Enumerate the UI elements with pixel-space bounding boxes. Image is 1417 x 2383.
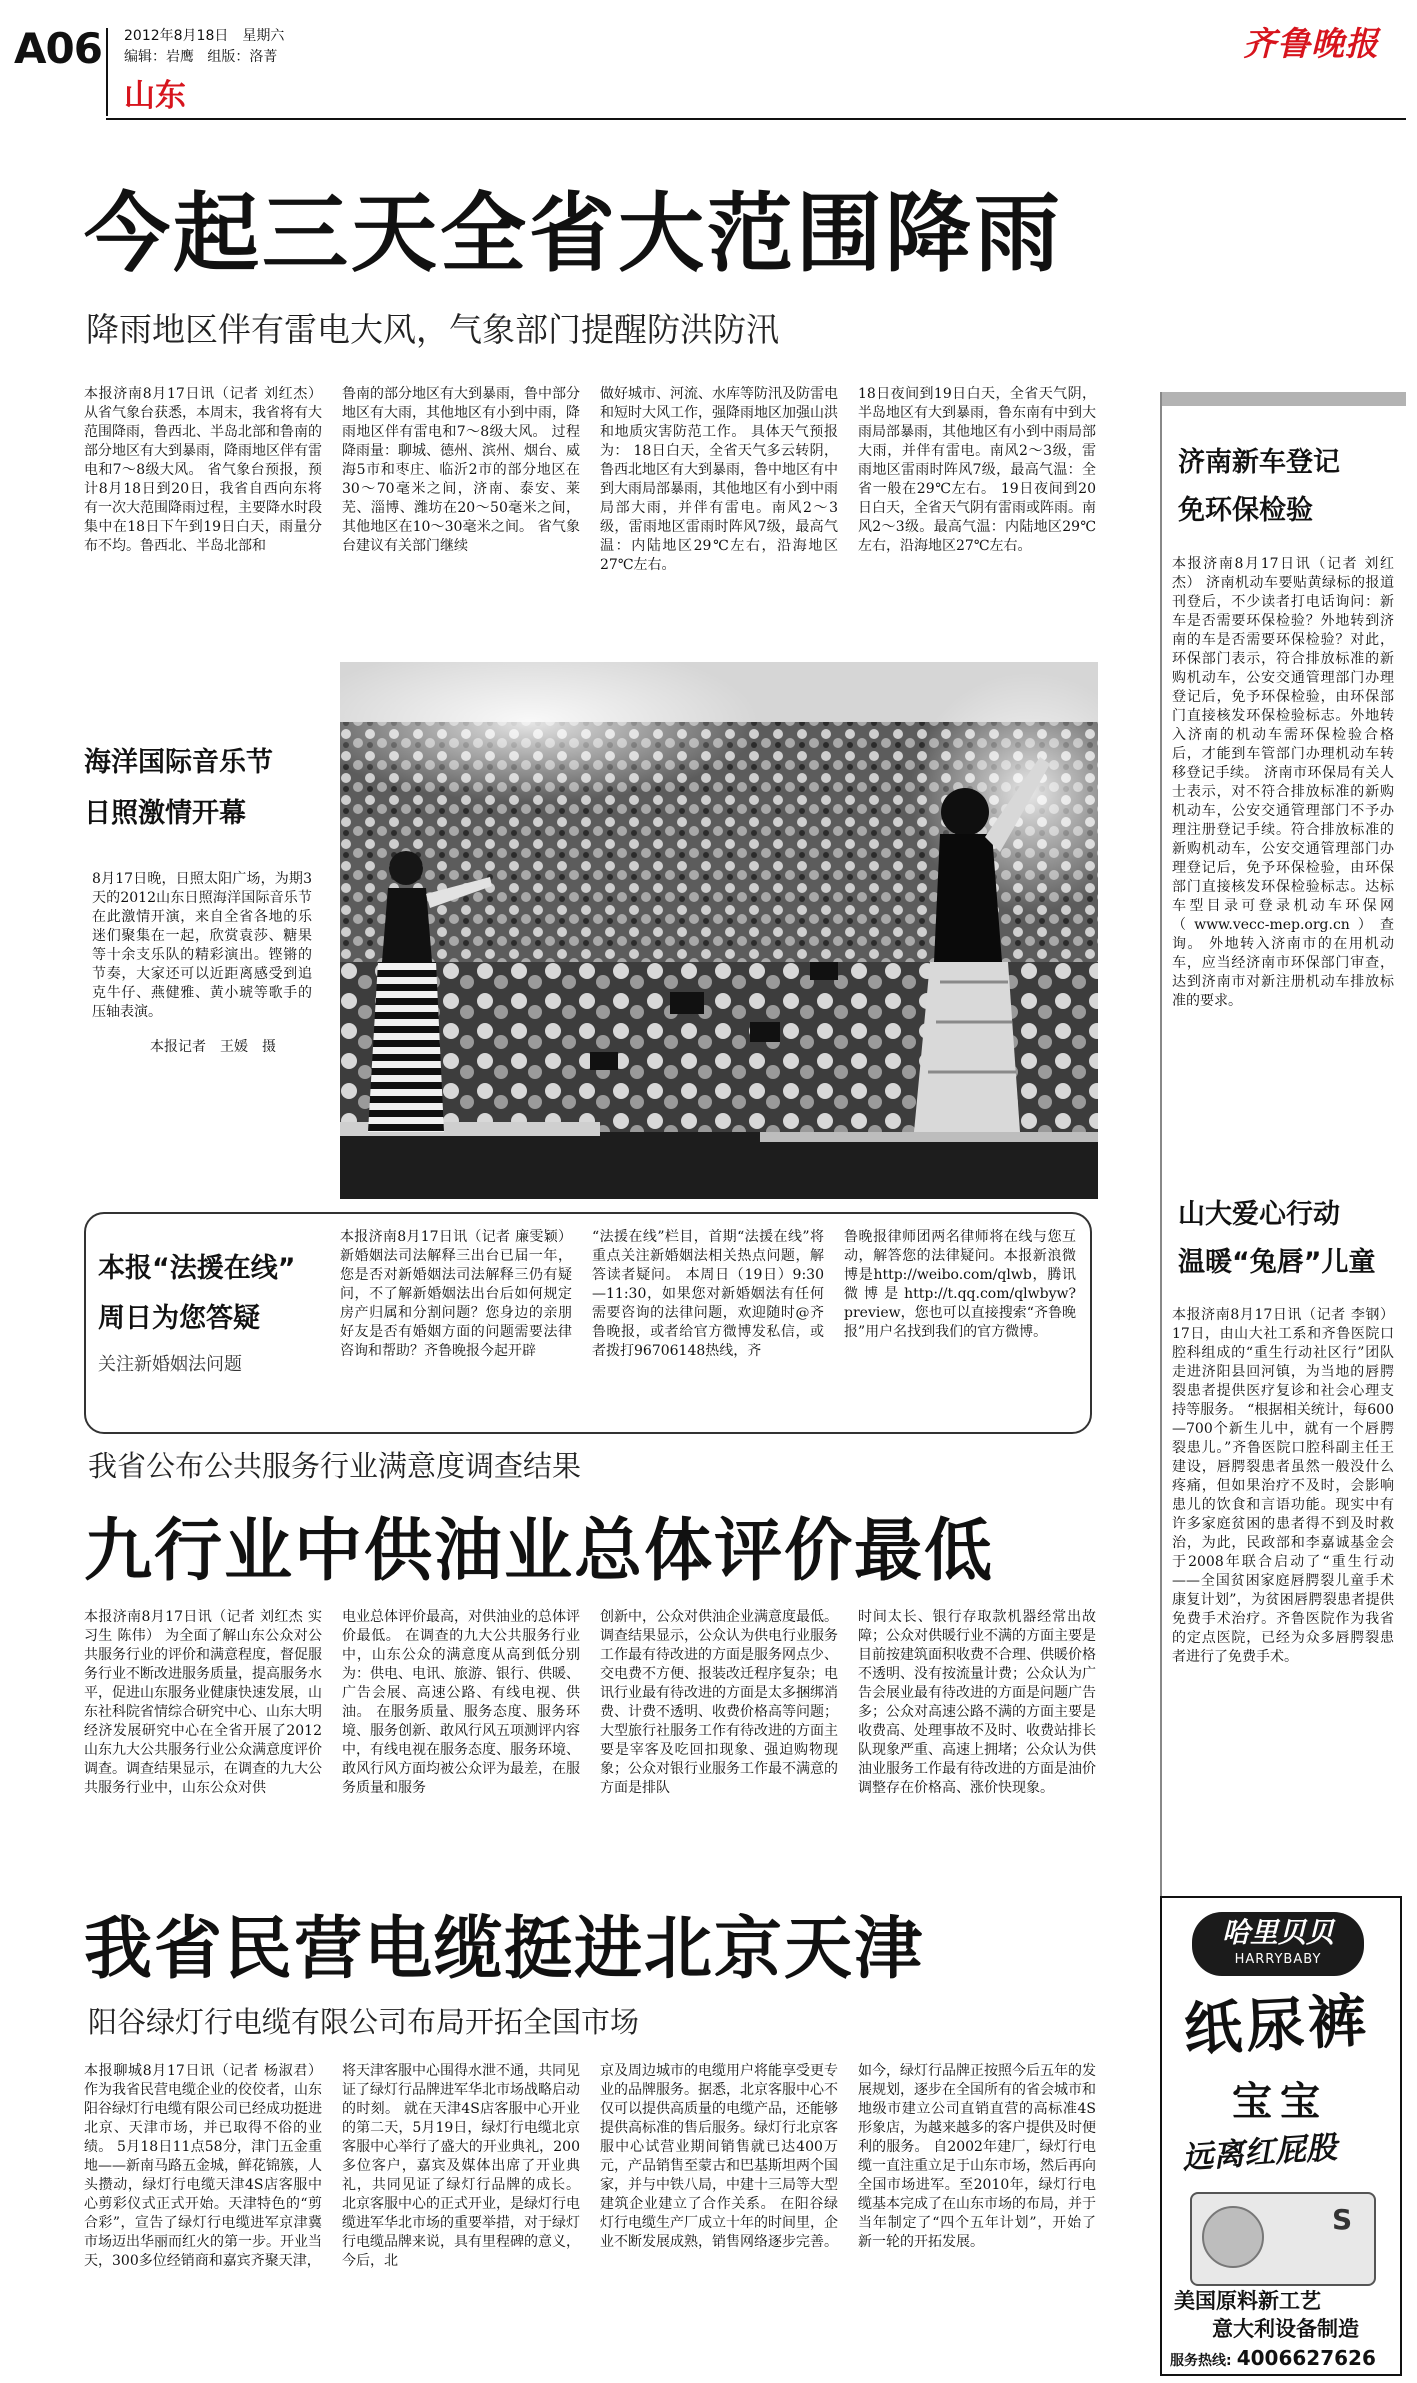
rain-col-4: 18日夜间到19日白天，全省天气阴，半岛地区有大到暴雨，鲁东南有中到大雨局部暴雨，其他地区有小到中雨局部大雨，并伴有雷电。南风2～3级，雷雨地区雷雨时阵风7级，最高气温：全省一般在29℃左右。 19日夜间到20日白天，全省天气阴有雷雨或阵雨。南风2～3级。最高气温：内陆地区29℃左右，沿海地区27℃左右。: [858, 386, 1096, 554]
ad-hotline-row: [1170, 2346, 1376, 2373]
survey-col-3: 创新中，公众对供油企业满意度最低。 调查结果显示，公众认为供电行业服务工作最有待改进的方面是服务网点少、交电费不方便、报装改迁程序复杂；电讯行业最有待改进的方面是太多捆绑消费、计费不透明、收费价格高等问题；大型旅行社服务工作有待改进的方面主要是宰客及吃回扣现象、强迫购物现象；公众对银行业服务工作最不满意的方面是排队: [600, 1609, 838, 1796]
shanda-body: 本报济南8月17日讯（记者 李钢） 17日，由山大社工系和齐鲁医院口腔科组成的“重生行动社区行”团队走进济阳县回河镇，为当地的唇腭裂患者提供医疗复诊和社会心理支持等服务。 “根据相关统计，每600—700个新生儿中，就有一个唇腭裂患儿。”齐鲁医院口腔科副主任王建设，唇腭裂患者虽然一般没什么疼痛，但如果治疗不及时，会影响患儿的饮食和言语功能。现实中有许多家庭贫困的患者得不到及时救治，为此，民政部和李嘉诚基金会于2008年联合启动了“重生行动——全国贫困家庭唇腭裂儿童手术康复计划”，为贫困唇腭裂患者提供免费手术治疗。齐鲁医院作为我省的定点医院，已经为众多唇腭裂患者进行了免费手术。: [1172, 1307, 1394, 1665]
rain-col-1: 本报济南8月17日讯（记者 刘红杰） 从省气象台获悉，本周末，我省将有大范围降雨，鲁西北、半岛北部和鲁南的部分地区有大到暴雨，降雨地区伴有雷电和7～8级大风。 省气象台预报，预计8月18日到20日，我省自西向东将有一次大范围降雨过程，主要降水时段集中在18日下午到19日白天，雨量分布不均。鲁西北、半岛北部和: [84, 386, 322, 554]
header-rule: [106, 118, 1406, 120]
concert-photo-drawing: [340, 662, 1098, 1199]
concert-photo: [340, 662, 1098, 1199]
car-title-1: 济南新车登记: [1178, 447, 1340, 478]
car-title-2: 免环保检验: [1178, 495, 1313, 526]
music-body: 8月17日晚，日照太阳广场，为期3天的2012山东日照海洋国际音乐节在此激情开演，来自全省各地的乐迷们聚集在一起，欣赏袁莎、糖果等十余支乐队的精彩演出。铿锵的节奏，大家还可以近距离感受到追克牛仔、燕健雅、黄小琥等歌手的压轴表演。: [92, 871, 312, 1020]
law-subtitle: 关注新婚姻法问题: [98, 1354, 242, 1375]
sidebar-top-bar: [1160, 392, 1406, 406]
cable-headline: 我省民营电缆挺进北京天津: [84, 1910, 925, 1989]
ad-brand-en: HARRYBABY: [1234, 1952, 1322, 1967]
survey-kicker: 我省公布公共服务行业满意度调查结果: [88, 1449, 582, 1483]
diaper-ad: [1160, 1896, 1402, 2376]
cable-col-2: 将天津客服中心围得水泄不通，共同见证了绿灯行品牌进军华北市场战略启动的时刻。 就在天津4S店客服中心开业的第二天，5月19日，绿灯行电缆北京客服中心举行了盛大的开业典礼，200多位客户，嘉宾及媒体出席了开业典礼，共同见证了绿灯行品牌的成长。 北京客服中心的正式开业，是绿灯行电缆进军华北市场的重要举措，对于绿灯行电缆品牌来说，具有里程碑的意义，今后，北: [342, 2063, 580, 2269]
photo-credit: 本报记者 王媛 摄: [150, 1039, 276, 1055]
cable-col-3: 京及周边城市的电缆用户将能享受更专业的品牌服务。据悉，北京客服中心不仅可以提供高质量的电缆产品，还能够提供高标准的售后服务。绿灯行北京客服中心试营业期间销售就已达400万元，产品销售至蒙古和巴基斯坦两个国家，并与中铁八局，中建十三局等大型建筑企业建立了合作关系。 在阳谷绿灯行电缆生产厂成立十年的时间里，企业不断发展成熟，销售网络逐步完善。: [600, 2063, 838, 2250]
cable-col-1: 本报聊城8月17日讯（记者 杨淑君） 作为我省民营电缆企业的佼佼者，山东阳谷绿灯行电缆有限公司已经成功挺进北京、天津市场，并已取得不俗的业绩。 5月18日11点58分，津门五金重地——新南马路五金城，鲜花锦簇，人头攒动，绿灯行电缆天津4S店客服中心剪彩仪式正式开始。天津特色的“剪合彩”，宣告了绿灯行电缆进军京津冀市场迈出华丽而红火的第一步。开业当天，300多位经销商和嘉宾齐聚天津，: [84, 2063, 322, 2269]
survey-col-1: 本报济南8月17日讯（记者 刘红杰 实习生 陈伟） 为全面了解山东公众对公共服务行业的评价和满意程度，督促服务行业不断改进服务质量，提高服务水平，促进山东服务业健康快速发展，山东社科院省情综合研究中心、山东大明经济发展研究中心在全省开展了2012山东九大公共服务行业公众满意度评价调查。调查结果显示，在调查的九大公共服务行业中，山东公众对供: [84, 1609, 322, 1796]
editors-line: 编辑：岩鹰 组版：洛菁: [124, 49, 278, 65]
masthead-logo: 齐鲁晚报: [1243, 24, 1379, 63]
law-title-1: 本报“法援在线”: [98, 1253, 296, 1284]
cable-col-4: 如今，绿灯行品牌正按照今后五年的发展规划，逐步在全国所有的省会城市和地级市建立公司直销直营的高标准4S形象店，为越来越多的客户提供及时便利的服务。 自2002年建厂，绿灯行电缆一直注重立足于山东市场，然后再向全国市场进军。至2010年，绿灯行电缆基本完成了在山东市场的布局，并于当年制定了“四个五年计划”，开始了新一轮的开拓发展。: [858, 2063, 1096, 2250]
survey-col-2: 电业总体评价最高，对供油业的总体评价最低。 在调查的九大公共服务行业中，山东公众的满意度从高到低分别为：供电、电讯、旅游、银行、供暖、广告会展、高速公路、有线电视、供油。 在服务质量、服务态度、服务环境、服务创新、敢风行风五项测评内容中，有线电视在服务态度、服务环境、敢风行风方面均被公众评为最差，在服务质量和服务: [342, 1609, 580, 1796]
ad-baby: 宝宝: [1232, 2079, 1328, 2125]
issue-date: 2012年8月18日: [124, 28, 229, 44]
ad-hotline-number: 4006627626: [1236, 2346, 1376, 2370]
ad-tech: 美国原料新工艺: [1174, 2289, 1321, 2313]
law-col-2: “法援在线”栏目，首期“法援在线”将重点关注新婚姻法相关热点问题，解答读者疑问。 本周日（19日）9:30—11:30，如果您对新婚姻法有任何需要咨询的法律问题，欢迎随时@齐鲁晚报，或者给官方微博发私信，或者拨打96706148热线，齐: [592, 1229, 824, 1359]
ad-slogan: 远离红屁股: [1180, 2129, 1339, 2177]
rain-subhead: 降雨地区伴有雷电大风，气象部门提醒防洪防汛: [86, 310, 779, 349]
header-divider: [106, 28, 108, 116]
music-title-1: 海洋国际音乐节: [84, 747, 273, 778]
ad-baby-face: [1202, 2206, 1264, 2268]
car-body: 本报济南8月17日讯（记者 刘红杰） 济南机动车要贴黄绿标的报道刊登后，不少读者打电话询问：新车是否需要环保检验？外地转到济南的车是否需要环保检验？对此，环保部门表示，符合排放标准的新购机动车，公安交通管理部门办理登记后，免予环保检验，由环保部门直接核发环保检验标志。外地转入济南的机动车需环保检验合格后，才能到车管部门办理机动车转移登记手续。 济南市环保局有关人士表示，对不符合排放标准的新购机动车，公安交通管理部门不予办理注册登记手续。符合排放标准的新购机动车，公安交通管理部门办理登记后，免予环保检验，由环保部门直接核发环保检验标志。达标车型目录可登录机动车环保网（www.vecc-mep.org.cn）查询。 外地转入济南市的在用机动车，应当经济南市环保部门审查，达到济南市对新注册机动车排放标准的要求。: [1172, 556, 1394, 1009]
page-number: A06: [14, 24, 102, 73]
ad-hotline-label: 服务热线:: [1170, 2353, 1232, 2369]
law-col-1: 本报济南8月17日讯（记者 廉雯颖） 新婚姻法司法解释三出台已届一年，您是否对新婚姻法司法解释三仍有疑问，不了解新婚姻法出台后如何规定房产归属和分割问题？您身边的亲朋好友是否有婚姻方面的问题需要法律咨询和帮助？齐鲁晚报今起开辟: [340, 1229, 572, 1359]
rain-col-2: 鲁南的部分地区有大到暴雨，鲁中部分地区有大雨，其他地区有小到中雨，降雨地区伴有雷电和7～8级大风。 过程降雨量：聊城、德州、滨州、烟台、威海5市和枣庄、临沂2市的部分地区在30～70毫米之间，济南、泰安、莱芜、淄博、潍坊在20～50毫米之间，其他地区在10～30毫米之间。 省气象台建议有关部门继续: [342, 386, 580, 554]
issue-date-line: [124, 27, 284, 45]
cable-subhead: 阳谷绿灯行电缆有限公司布局开拓全国市场: [88, 2005, 640, 2039]
rain-headline: 今起三天全省大范围降雨: [84, 184, 1063, 284]
issue-weekday: 星期六: [242, 28, 285, 44]
law-title-2: 周日为您答疑: [98, 1303, 260, 1334]
ad-brand-cn: 哈里贝贝: [1221, 1916, 1334, 1949]
ad-equip: 意大利设备制造: [1212, 2317, 1359, 2341]
sidebar-divider: [1160, 392, 1162, 1992]
shanda-title-2: 温暖“兔唇”儿童: [1178, 1247, 1376, 1278]
section-name: 山东: [124, 78, 186, 114]
rain-col-3: 做好城市、河流、水库等防汛及防雷电和短时大风工作，强降雨地区加强山洪和地质灾害防范工作。 具体天气预报为： 18日白天，全省天气多云转阴，鲁西北地区有大到暴雨，鲁中地区有中到大雨局部暴雨，其他地区有小到中雨局部大雨，并伴有雷电。南风2～3级，雷雨地区雷雨时阵风7级，最高气温：内陆地区29℃左右，沿海地区27℃左右。: [600, 386, 838, 573]
ad-pack-size: S: [1332, 2203, 1353, 2236]
survey-col-4: 时间太长、银行存取款机器经常出故障；公众对供暖行业不满的方面主要是目前按建筑面积收费不合理、供暖价格不透明、没有按流量计费；公众认为广告会展业最有待改进的方面是问题广告多；公众对高速公路不满的方面主要是收费高、处理事故不及时、收费站排长队现象严重、高速上拥堵；公众认为供油业服务工作最有待改进的方面是油价调整存在价格高、涨价快现象。: [858, 1609, 1096, 1796]
music-title-2: 日照激情开幕: [84, 798, 246, 829]
ad-product: 纸尿裤: [1182, 1986, 1372, 2064]
ad-diaper-pack: [1190, 2192, 1376, 2286]
survey-headline: 九行业中供油业总体评价最低: [84, 1512, 995, 1591]
law-col-3: 鲁晚报律师团两名律师将在线与您互动，解答您的法律疑问。本报新浪微博是http://weibo.com/qlwb，腾讯微博是http://t.qq.com/qlwbyw?preview，您也可以直接搜索“齐鲁晚报”用户名找到我们的官方微博。: [844, 1229, 1076, 1340]
shanda-title-1: 山大爱心行动: [1178, 1199, 1340, 1230]
